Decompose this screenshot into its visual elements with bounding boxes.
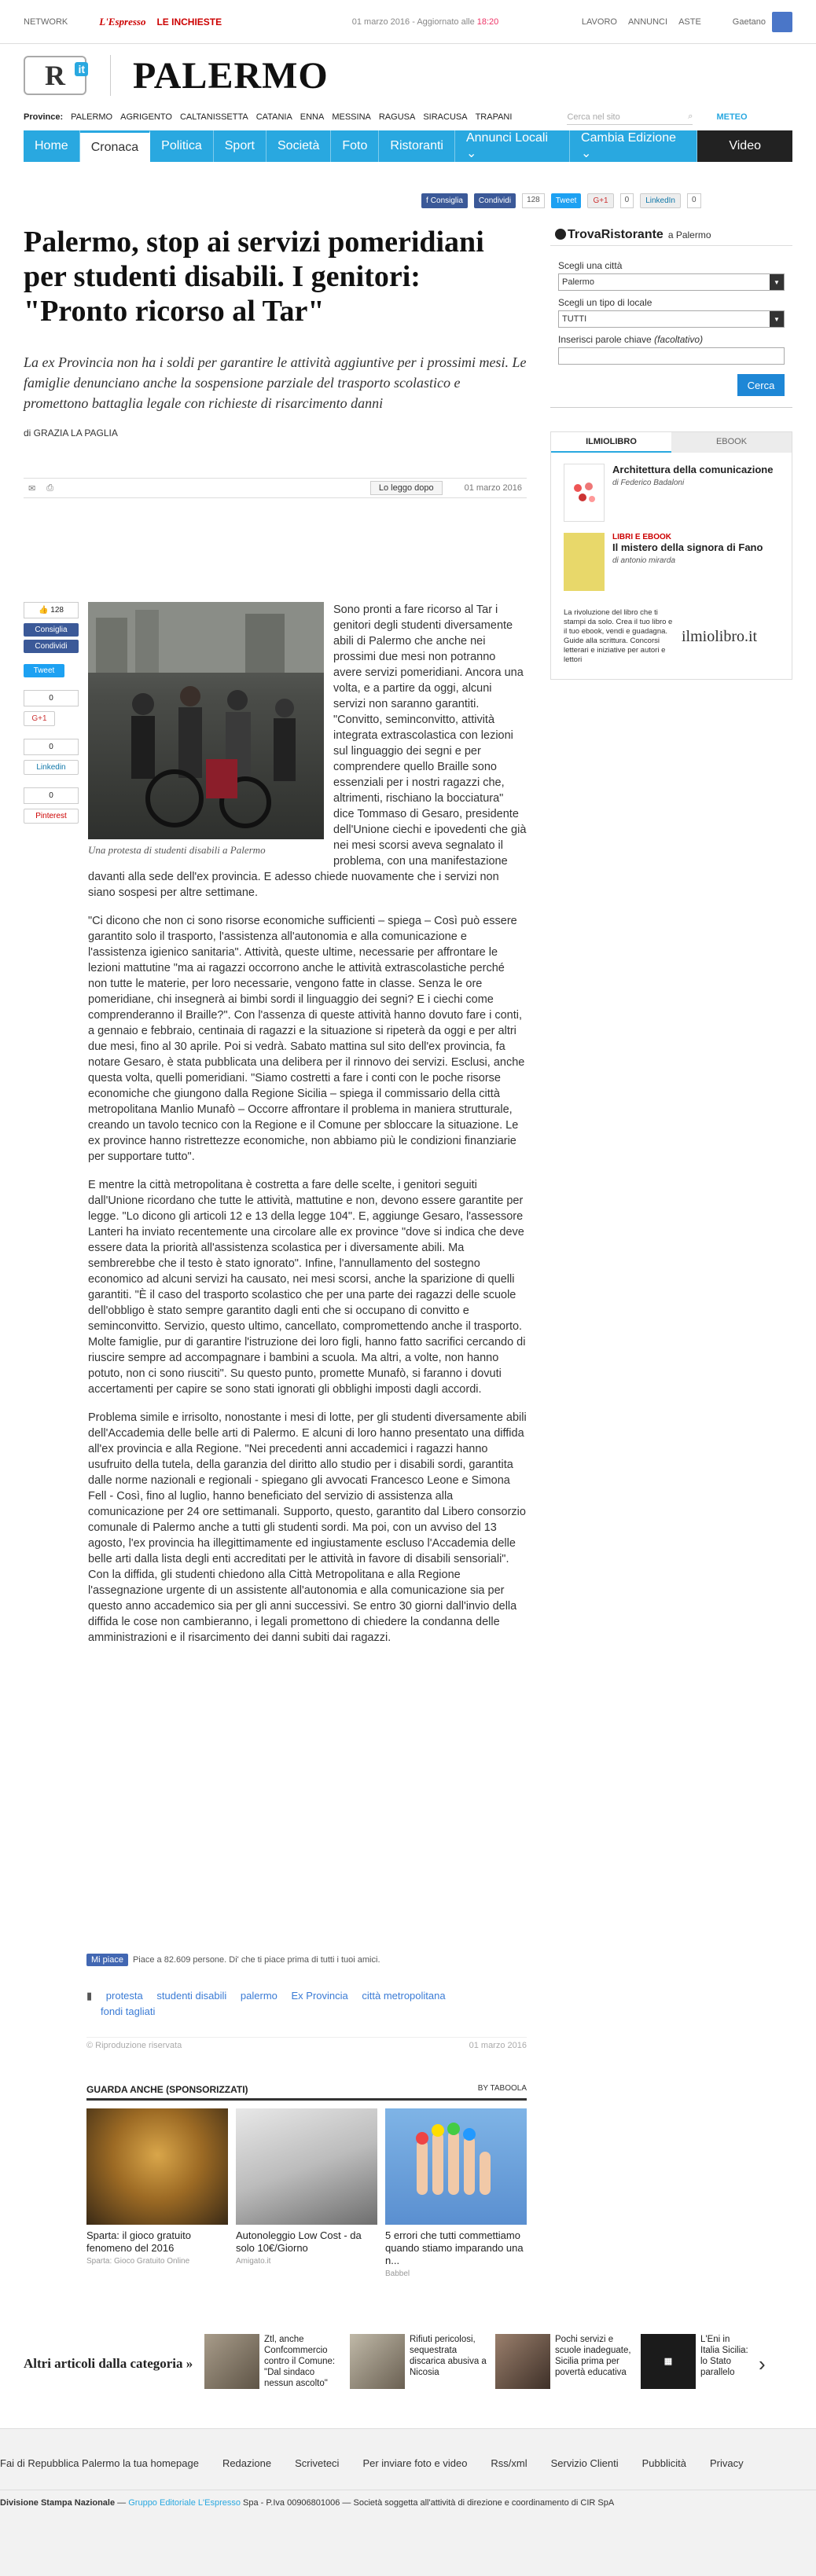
chevron-down-icon: ▼ xyxy=(770,274,784,290)
article-date: 01 marzo 2016 xyxy=(464,483,522,493)
sponsored-card[interactable]: Sparta: il gioco gratuito fenomeno del 2016 Sparta: Gioco Gratuito Online xyxy=(86,2108,228,2278)
search-input[interactable]: Cerca nel sito ⌕ xyxy=(567,109,693,125)
fb-recommend-side[interactable]: Consiglia xyxy=(24,623,79,637)
network-menu[interactable]: NETWORK xyxy=(24,17,68,27)
ilmiolibro-text: La rivoluzione del libro che ti stampi da solo. Crea il tuo libro e il tuo ebook, vendi e guadagna. Guide alla scrittura. Concorsi letterari e iniziative per autori e lettori xyxy=(564,608,673,664)
update-info: 01 marzo 2016 - Aggiornato alle 18:20 xyxy=(351,17,499,27)
sponsored-card[interactable]: Autonoleggio Low Cost - da solo 10€/Giorno Amigato.it xyxy=(236,2108,377,2278)
babbel-image xyxy=(385,2108,527,2225)
taboola-link[interactable]: BY TABOOLA xyxy=(477,2084,527,2093)
article-toolbar xyxy=(24,478,527,498)
linkedin-count-side: 0 xyxy=(24,739,79,755)
espresso-link[interactable]: L'Espresso xyxy=(99,15,146,28)
other-articles xyxy=(24,2325,794,2403)
restaurant-search-button[interactable]: Cerca xyxy=(737,374,785,396)
footer-link-privacy[interactable]: Privacy xyxy=(710,2457,744,2469)
footer-link-pubblicita[interactable]: Pubblicità xyxy=(641,2457,686,2469)
tag-link[interactable]: fondi tagliati xyxy=(101,2005,156,2017)
thumbs-up-icon: 👍 xyxy=(39,606,49,615)
user-menu[interactable]: Gaetano xyxy=(733,12,792,32)
city-title[interactable]: PALERMO xyxy=(133,54,329,97)
avatar xyxy=(772,12,792,32)
province-palermo[interactable]: PALERMO xyxy=(71,112,113,122)
read-later-button[interactable]: Lo leggo dopo xyxy=(370,481,443,495)
share-column xyxy=(24,602,79,827)
chevron-right-icon[interactable]: › xyxy=(759,2351,766,2376)
fb-count: 128 xyxy=(522,193,545,208)
keyword-input[interactable] xyxy=(558,347,785,365)
search-icon[interactable]: ⌕ xyxy=(688,112,693,121)
other-article-item[interactable]: ▦ L'Eni in Italia Sicilia: lo Stato parallelo xyxy=(641,2334,751,2394)
copyright-row: © Riproduzione riservata 01 marzo 2016 xyxy=(86,2037,527,2050)
sidebar xyxy=(550,225,792,680)
nav-video[interactable]: Video xyxy=(697,130,792,162)
nav-home[interactable]: Home xyxy=(24,130,80,162)
article-header xyxy=(24,225,527,498)
gplus-count-side: 0 xyxy=(24,690,79,706)
tab-ilmiolibro[interactable]: ILMIOLIBRO xyxy=(551,432,671,453)
aste-link[interactable]: ASTE xyxy=(678,17,701,27)
article-paragraph: Problema simile e irrisolto, nonostante i mesi di lotte, per gli studenti diversamente abili dell'Accademia delle belle arti di Palermo. E alcuni di loro hanno presentato una diffida all'ex provincia e alla Regione. "Nei precedenti anni accademici i ragazzi hanno usufruito della tutela, della garanzia del diritto allo studio per i disabili sordi, garantita dalle norme nazionali e regionali - spiegano gli avvocati Francesco Leone e Simona Fell - Così, fino al luglio, hanno beneficiato del servizio di assistenza alla comunicazione per 24 ore settimanali. Supporto, questo, garantito dal Libero consorzio comunale di Palermo anche a tutti gli studenti sordi. Ma poi, con un avviso del 13 agosto, l'ex provincia ha illegittimamente ed ingiustamente escluso l'Accademia delle belle arti dalla lista degli enti accreditati per le attività in favore di disabili sensoriali". Con la diffida, gli studenti chiedono alla Città Metropolitana e alla Regione l'assegnazione urgente di un assistente all'autonomia e alla comunicazione sia per questo anno accademico sia per gli anni successivi. Se entro 30 giorni dall'invio della diffida le cose non cambieranno, i legali promettono di chiedere la condanna delle amministrazioni e il risarcimento dei danni subiti dai ragazzi. xyxy=(88,1411,527,1644)
other-article-item[interactable]: Pochi servizi e scuole inadeguate, Sicilia prima per povertà educativa xyxy=(495,2334,633,2394)
province-agrigento[interactable]: AGRIGENTO xyxy=(120,112,172,122)
fb-like-bar: Mi piace Piace a 82.609 persone. Di' che ti piace prima di tutti i tuoi amici. xyxy=(86,1954,380,1966)
email-icon[interactable]: ✉ xyxy=(28,483,36,494)
sponsored-block xyxy=(86,2084,527,2278)
network-bar xyxy=(0,0,816,44)
like-count-box[interactable]: 👍 128 xyxy=(24,602,79,618)
nav-ristoranti[interactable]: Ristoranti xyxy=(379,130,455,162)
footer-link-rss[interactable]: Rss/xml xyxy=(491,2457,527,2469)
repubblica-logo[interactable]: R it xyxy=(24,56,86,95)
venue-type-select[interactable]: TUTTI ▼ xyxy=(558,310,785,328)
lavoro-link[interactable]: LAVORO xyxy=(581,17,617,27)
article-subtitle: La ex Provincia non ha i soldi per garantire le attività aggiuntive per i prossimi mesi. Le famiglie denunciano anche la sospensione parziale del trasporto scolastico e promettono battaglia legale con richieste di risarcimento danni xyxy=(24,354,527,411)
footer-link-foto[interactable]: Per inviare foto e video xyxy=(362,2457,468,2469)
ilmiolibro-widget xyxy=(550,431,792,680)
footer-company: Divisione Stampa Nazionale — Gruppo Editoriale L'Espresso Spa - P.Iva 00906801006 — Società soggetta all'attività di direzione e coordinamento di CIR SpA xyxy=(0,2490,816,2508)
sponsored-title: GUARDA ANCHE (SPONSORIZZATI) xyxy=(86,2084,248,2095)
gplus-button[interactable]: G+1 xyxy=(587,193,613,208)
book-item[interactable]: LIBRI E EBOOK Il mistero della signora di Fano di antonio mirarda xyxy=(551,522,792,591)
sponsored-card[interactable]: 5 errori che tutti commettiamo quando stiamo imparando una n... Babbel xyxy=(385,2108,527,2278)
tag-link[interactable]: protesta xyxy=(105,1990,143,2002)
nav-sport[interactable]: Sport xyxy=(214,130,266,162)
other-articles-title[interactable]: Altri articoli dalla categoria » xyxy=(24,2356,193,2371)
nav-politica[interactable]: Politica xyxy=(150,130,214,162)
masthead xyxy=(0,44,816,107)
fb-like-button[interactable]: Mi piace xyxy=(86,1954,128,1966)
tag-link[interactable]: palermo xyxy=(240,1990,278,2002)
fb-share-button[interactable]: Condividi xyxy=(474,193,516,208)
footer-link-homepage[interactable]: Fai di Repubblica Palermo la tua homepage xyxy=(0,2457,199,2469)
nav-annunci-locali[interactable]: Annunci Locali ⌄ xyxy=(455,130,570,162)
tweet-side[interactable]: Tweet xyxy=(24,664,64,677)
car-image xyxy=(236,2108,377,2225)
trovaristorante-widget: TrovaRistorante a Palermo Scegli una città Palermo ▼ Scegli un tipo di locale TUTTI ▼ Inserisci parole chiave (facoltativo) Cerca xyxy=(550,225,792,408)
fb-share-side[interactable]: Condividi xyxy=(24,640,79,653)
tag-link[interactable]: Ex Provincia xyxy=(291,1990,348,2002)
province-ragusa[interactable]: RAGUSA xyxy=(378,112,416,122)
provinces-bar: Province: PALERMO AGRIGENTO CALTANISSETTA CATANIA ENNA MESSINA RAGUSA SIRACUSA TRAPANI Cerca nel sito ⌕ METEO xyxy=(0,107,816,127)
linkedin-count: 0 xyxy=(687,193,701,208)
annunci-link[interactable]: ANNUNCI xyxy=(627,17,668,27)
facebook-icon: f xyxy=(426,196,428,205)
province-enna[interactable]: ENNA xyxy=(300,112,325,122)
article-body xyxy=(88,602,527,1658)
ilmiolibro-logo[interactable]: ilmiolibro.it xyxy=(682,628,758,645)
trovaristorante-logo[interactable]: TrovaRistorante xyxy=(555,228,663,242)
main-nav xyxy=(24,130,792,162)
linkedin-side[interactable]: Linkedin xyxy=(24,760,79,775)
print-icon[interactable]: ⎙ xyxy=(46,483,54,493)
province-catania[interactable]: CATANIA xyxy=(255,112,292,122)
tag-icon: ▮ xyxy=(86,1990,93,2002)
city-select[interactable]: Palermo ▼ xyxy=(558,273,785,291)
article-byline: di GRAZIA LA PAGLIA xyxy=(24,427,118,439)
province-trapani[interactable]: TRAPANI xyxy=(475,112,513,122)
nav-societa[interactable]: Società xyxy=(266,130,331,162)
gplus-side[interactable]: G+1 xyxy=(24,711,55,726)
article-paragraph: Sono pronti a fare ricorso al Tar i genitori degli studenti diversamente abili di Palermo che anche nei prossimi due mesi non potranno avere servizi pomeridiani. Ancora una volta, e a partire da oggi, alcuni servizi non saranno garantiti. "Convitto, seminconvitto, attività integrata extrascolastica con lezioni sul linguaggio dei segni e per comprendere quello Braille sono essenziali per i nostri ragazzi che, altrimenti, rischiano la bocciatura" dice Tommaso di Gesaro, presidente dell'Unione ciechi e ipovedenti che già nei mesi scorsi aveva segnalato il problema, con una manifestazione davanti alla sede dell'ex provincia. E adesso chiede nuovamente che i servizi non siano sospesi per altre settimane. xyxy=(88,604,527,899)
nav-foto[interactable]: Foto xyxy=(331,130,379,162)
protest-image xyxy=(88,602,324,839)
other-article-item[interactable]: Rifiuti pericolosi, sequestrata discarica abusiva a Nicosia xyxy=(350,2334,487,2394)
article-paragraph: E mentre la città metropolitana è costretta a fare delle scelte, i genitori seguiti dall'Unione ricordano che tutte le attività, mattutine e non, devono essere garantite per legge. "Lo dicono gli articoli 12 e 13 della legge 104". E, aggiunge Gesaro, l'assessore Lanteri ha inviato recentemente una circolare alle ex province "dove si indica che deve essere data la priorità all'assistenza scolastica per i diversamente abili. Ma sembrerebbe che il testo è stato ignorato". Infine, l'annullamento del sostegno economico ad alcuni servizi ha causato, nei mesi scorsi, anche la sparizione di quelli garantiti. "È il caso del trasporto scolastico che per una parte dei ragazzi delle scuole dell'obbligo è stato sempre garantito dagli enti che si occupano di convitto e seminconvitto. Servizio, questo ultimo, cancellato, compromettendo anche il trasporto. Molte famiglie, pur di garantire l'istruzione dei loro figli, hanno fatto sacrifici cercando di riuscire sempre ad accompagnare i bambini a scuola. Ma altri, a volte, non hanno potuto, non ci sono riusciti". Su questo punto, promette Munafò, si faranno i dovuti accertamenti per capire se sono stati ignorati gli obblighi imposti dagli accordi. xyxy=(88,1179,526,1396)
tag-link[interactable]: studenti disabili xyxy=(156,1990,227,2002)
footer xyxy=(0,2428,816,2576)
gplus-count: 0 xyxy=(620,193,634,208)
book-item[interactable]: Architettura della comunicazione di Federico Badaloni xyxy=(551,453,792,522)
nav-cambia-edizione[interactable]: Cambia Edizione ⌄ xyxy=(570,130,697,162)
article-headline: Palermo, stop ai servizi pomeridiani per studenti disabili. I genitori: "Pronto ricorso al Tar" xyxy=(24,226,484,328)
fb-recommend-button[interactable]: f Consiglia xyxy=(421,193,468,208)
article-photo[interactable] xyxy=(88,602,324,855)
province-messina[interactable]: MESSINA xyxy=(332,112,371,122)
tweet-button[interactable]: Tweet xyxy=(551,193,582,208)
social-share-top xyxy=(421,193,701,208)
province-siracusa[interactable]: SIRACUSA xyxy=(423,112,468,122)
other-article-item[interactable]: Ztl, anche Confcommercio contro il Comune: "Dal sindaco nessun ascolto" xyxy=(204,2334,342,2394)
province-caltanissetta[interactable]: CALTANISSETTA xyxy=(179,112,248,122)
footer-link-redazione[interactable]: Redazione xyxy=(222,2457,272,2469)
pinterest-side[interactable]: Pinterest xyxy=(24,809,79,824)
tag-link[interactable]: città metropolitana xyxy=(362,1990,446,2002)
footer-link-clienti[interactable]: Servizio Clienti xyxy=(550,2457,619,2469)
meteo-link[interactable]: METEO xyxy=(716,112,748,122)
sparta-image xyxy=(86,2108,228,2225)
inchieste-link[interactable]: LE INCHIESTE xyxy=(156,16,222,28)
tab-ebook[interactable]: EBOOK xyxy=(671,432,792,453)
tag-list xyxy=(86,1988,527,2020)
footer-link-scriveteci[interactable]: Scriveteci xyxy=(295,2457,340,2469)
nav-cronaca[interactable]: Cronaca xyxy=(80,130,150,162)
pinterest-count-side: 0 xyxy=(24,787,79,804)
chevron-down-icon: ▼ xyxy=(770,311,784,327)
linkedin-button[interactable]: LinkedIn xyxy=(640,193,681,208)
article-paragraph: "Ci dicono che non ci sono risorse economiche sufficienti – spiega – Così può essere garantito solo il trasporto, l'assistenza all'autonomia e alla comunicazione e l'assistenza igienico sanitaria". Attività, queste ultime, necessarie per affrontare le lezioni mattutine "ma ai ragazzi occorrono anche le attività extrascolastiche perché non tutte le materie, per loro necessarie, vengono fatte in classe. Senza le ore pomeridiane, chi insegnerà ai bimbi sordi il linguaggio dei segni? E i ciechi come comprenderanno il Braille?". Con l'assenza di queste attività hanno dovuto fare i conti, a gennaio e febbraio, centinaia di ragazzi e la situazione si ripeterà da oggi e per altri due mesi, fino al 30 aprile. Poi si vedrà. Sabato mattina sul sito dell'ex provincia, fa notare Gesaro, è stata pubblicata una delibera per il rinnovo dei servizi. Esclusi, anche questa volta, quelli pomeridiani. "Siamo costretti a fare i conti con le poche risorse economiche che giungono dalla Regione Sicilia – spiega il commissario della città metropolitana Manlio Munafò – Occorre affrontare il problema in maniera strutturale, creando un tavolo tecnico con la Regione e il Comune per sbloccare la situazione. Le ex province hanno ristrettezze economiche, non abbiamo più le condizioni finanziarie per supportare tutto". xyxy=(88,915,525,1163)
photo-caption: Una protesta di studenti disabili a Palermo xyxy=(88,844,266,856)
